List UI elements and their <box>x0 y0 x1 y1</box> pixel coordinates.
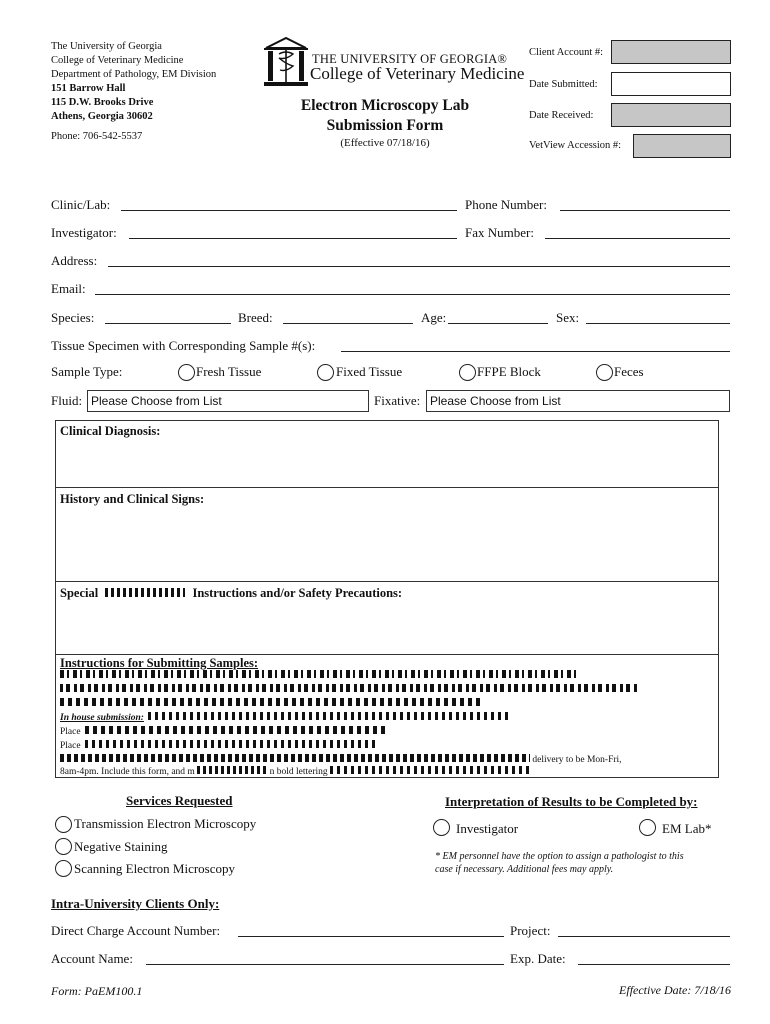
age-input[interactable] <box>448 323 548 324</box>
account-name-label: Account Name: <box>51 951 133 966</box>
intra-heading: Intra-University Clients Only: <box>51 896 220 911</box>
species-label: Species: <box>51 310 95 325</box>
client-account-label: Client Account #: <box>529 47 604 58</box>
garbled-text <box>105 588 185 597</box>
breed-input[interactable] <box>283 323 413 324</box>
caduceus-logo <box>262 36 310 88</box>
sex-input[interactable] <box>586 323 730 324</box>
form-title-line: Submission Form <box>326 117 444 134</box>
garbled-text <box>60 754 530 762</box>
history-heading: History and Clinical Signs: <box>60 492 205 506</box>
form-title-line: Electron Microscopy Lab <box>300 97 470 114</box>
vetview-label: VetView Accession #: <box>529 140 622 151</box>
fixed-tissue-radio[interactable] <box>317 364 334 381</box>
instructions-line-4 <box>60 712 710 725</box>
history-box[interactable] <box>55 487 719 582</box>
investigator-option-label: Investigator <box>456 821 519 836</box>
interpretation-note-1: * EM personnel have the option to assign a pathologist to this <box>435 851 684 862</box>
date-submitted-label: Date Submitted: <box>529 79 598 90</box>
fresh-tissue-label: Fresh Tissue <box>196 364 262 379</box>
address-line: Department of Pathology, EM Division <box>51 69 217 80</box>
garbled-text <box>148 712 508 720</box>
fresh-tissue-radio[interactable] <box>178 364 195 381</box>
delivery-text: delivery to be Mon-Fri, <box>532 755 622 765</box>
tem-label: Transmission Electron Microscopy <box>74 816 257 831</box>
sample-type-label: Sample Type: <box>51 364 123 379</box>
address-line: College of Veterinary Medicine <box>51 55 184 66</box>
form-effective: (Effective 07/18/16) <box>340 137 430 149</box>
instructions-line-5 <box>60 726 710 739</box>
instructions-box <box>55 654 719 778</box>
special-instructions-box[interactable] <box>55 581 719 655</box>
em-lab-radio[interactable] <box>639 819 656 836</box>
fax-number-label: Fax Number: <box>465 225 534 240</box>
address-line: Athens, Georgia 30602 <box>51 111 153 122</box>
instructions-line-2 <box>60 684 710 697</box>
address-input[interactable] <box>108 266 730 267</box>
last-line-text: 8am-4pm. Include this form, and m <box>60 767 195 777</box>
ffpe-block-radio[interactable] <box>459 364 476 381</box>
negative-staining-label: Negative Staining <box>74 839 168 854</box>
tissue-input[interactable] <box>341 351 730 352</box>
form-id: Form: PaEM100.1 <box>51 984 143 998</box>
instructions-line-1 <box>60 670 710 683</box>
fixative-select[interactable]: Please Choose from List <box>426 390 730 412</box>
email-input[interactable] <box>95 294 730 295</box>
date-received-label: Date Received: <box>529 110 594 121</box>
fluid-select[interactable]: Please Choose from List <box>87 390 369 412</box>
direct-charge-input[interactable] <box>238 936 504 937</box>
investigator-label: Investigator: <box>51 225 117 240</box>
investigator-radio[interactable] <box>433 819 450 836</box>
clinical-diagnosis-box[interactable] <box>55 420 719 488</box>
exp-date-label: Exp. Date: <box>510 951 566 966</box>
interpretation-heading: Interpretation of Results to be Completed by: <box>445 794 698 809</box>
clinical-diagnosis-heading: Clinical Diagnosis: <box>60 424 161 438</box>
fixed-tissue-label: Fixed Tissue <box>336 364 403 379</box>
date-received-field[interactable] <box>611 103 731 127</box>
sex-label: Sex: <box>556 310 580 325</box>
feces-radio[interactable] <box>596 364 613 381</box>
account-name-input[interactable] <box>146 964 504 965</box>
garbled-text <box>60 670 580 678</box>
in-house-label: In house submission: <box>60 713 144 723</box>
footer-effective-date: Effective Date: 7/18/16 <box>619 983 731 997</box>
project-input[interactable] <box>558 936 730 937</box>
place-label: Place <box>60 741 81 751</box>
email-label: Email: <box>51 281 86 296</box>
phone-number-label: Phone Number: <box>465 197 547 212</box>
tem-radio[interactable] <box>55 816 72 833</box>
tissue-label: Tissue Specimen with Corresponding Sample #(s): <box>51 338 316 353</box>
fixative-label: Fixative: <box>374 393 421 408</box>
vetview-field[interactable] <box>633 134 731 158</box>
exp-date-input[interactable] <box>578 964 730 965</box>
special-prefix: Special <box>60 586 99 600</box>
phone-line: Phone: 706-542-5537 <box>51 131 143 142</box>
fluid-label: Fluid: <box>51 393 83 408</box>
college-name: College of Veterinary Medicine <box>310 64 525 83</box>
sem-label: Scanning Electron Microscopy <box>74 861 236 876</box>
address-line: The University of Georgia <box>51 41 162 52</box>
address-line: 151 Barrow Hall <box>51 83 126 94</box>
instructions-line-8 <box>60 766 710 779</box>
instructions-line-3 <box>60 698 710 711</box>
garbled-text <box>60 698 480 706</box>
investigator-input[interactable] <box>129 238 457 239</box>
age-label: Age: <box>421 310 447 325</box>
instructions-heading: Instructions for Submitting Samples: <box>60 656 259 670</box>
garbled-text <box>330 766 530 774</box>
negative-staining-radio[interactable] <box>55 838 72 855</box>
special-instructions-heading <box>60 586 402 601</box>
project-label: Project: <box>510 923 551 938</box>
university-name: THE UNIVERSITY OF GEORGIA® <box>312 52 508 66</box>
direct-charge-label: Direct Charge Account Number: <box>51 923 221 938</box>
interpretation-note-2: case if necessary. Additional fees may apply. <box>435 864 614 875</box>
services-heading: Services Requested <box>126 793 233 808</box>
bold-lettering-text: n bold lettering <box>269 767 328 777</box>
form-title <box>270 96 500 136</box>
breed-label: Breed: <box>238 310 273 325</box>
em-lab-option-label: EM Lab* <box>662 821 712 836</box>
place-label: Place <box>60 727 81 737</box>
address-line: 115 D.W. Brooks Drive <box>51 97 154 108</box>
clinic-label: Clinic/Lab: <box>51 197 111 212</box>
feces-label: Feces <box>614 364 644 379</box>
address-label: Address: <box>51 253 98 268</box>
special-suffix: Instructions and/or Safety Precautions: <box>192 586 403 600</box>
fax-number-input[interactable] <box>545 238 730 239</box>
ffpe-block-label: FFPE Block <box>477 364 541 379</box>
garbled-text <box>85 740 375 748</box>
garbled-text <box>85 726 385 734</box>
phone-number-input[interactable] <box>560 210 730 211</box>
sem-radio[interactable] <box>55 860 72 877</box>
client-account-field[interactable] <box>611 40 731 64</box>
instructions-line-6 <box>60 740 710 753</box>
garbled-text <box>197 766 267 774</box>
date-submitted-field[interactable] <box>611 72 731 96</box>
garbled-text <box>60 684 640 692</box>
lab-address <box>51 40 216 144</box>
clinic-input[interactable] <box>121 210 457 211</box>
species-input[interactable] <box>105 323 231 324</box>
